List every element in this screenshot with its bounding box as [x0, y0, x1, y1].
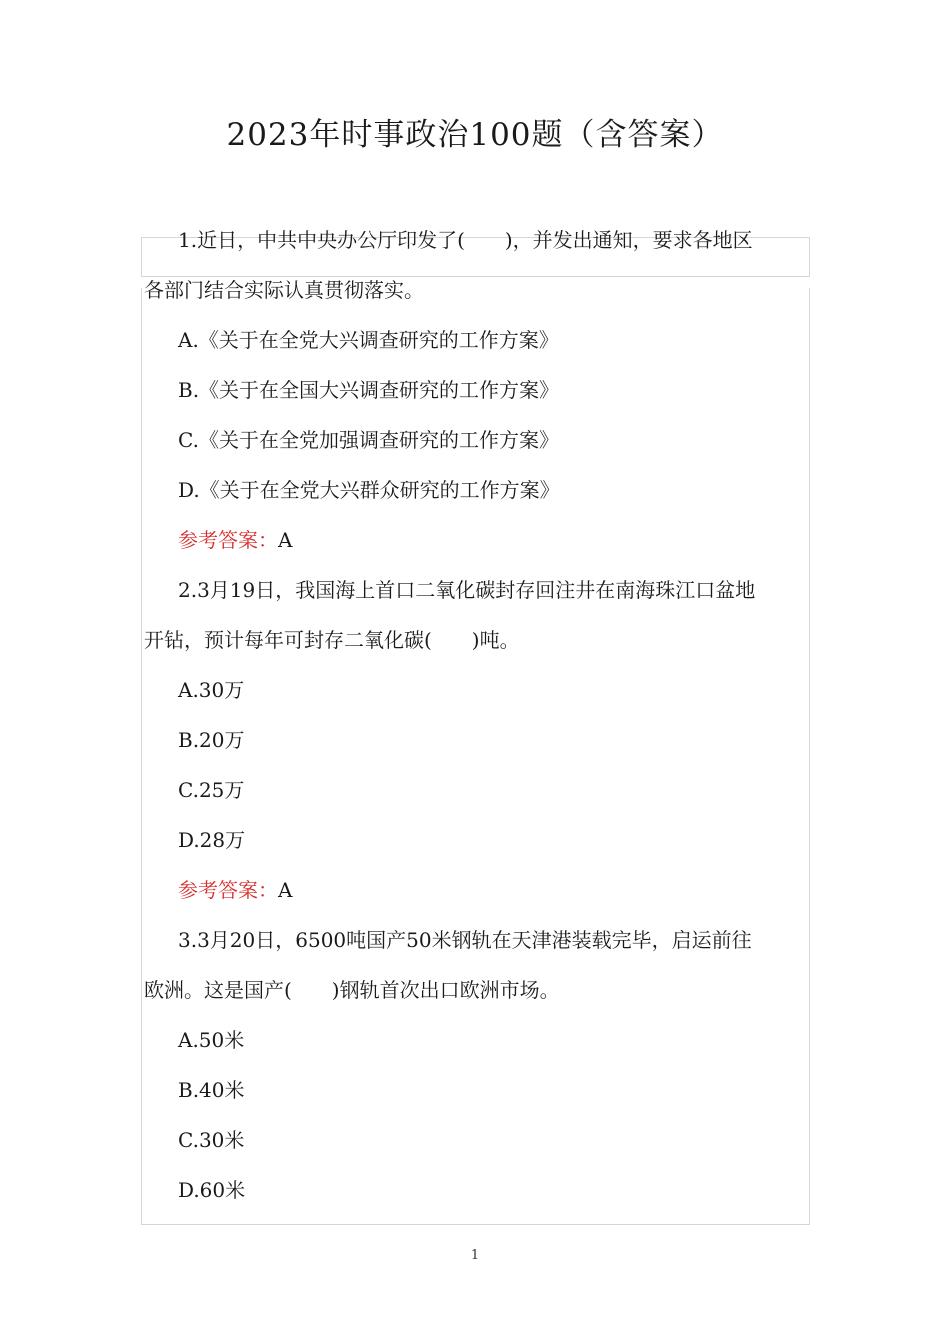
option-c: C.《关于在全党加强调查研究的工作方案》 — [178, 428, 559, 452]
answer-label: 参考答案： — [178, 878, 278, 902]
reference-answer — [144, 865, 806, 915]
question-list — [144, 215, 806, 1215]
option-a: A.30万 — [178, 678, 245, 702]
option-d: D.《关于在全党大兴群众研究的工作方案》 — [178, 478, 560, 502]
option-a: A.50米 — [178, 1028, 245, 1052]
option-b: B.40米 — [178, 1078, 245, 1102]
question-stem-continued: 欧洲。这是国产( )钢轨首次出口欧洲市场。 — [144, 978, 560, 1002]
option-b: B.20万 — [178, 728, 245, 752]
question-stem: 3.3月20日，6500吨国产50米钢轨在天津港装载完毕，启运前往 — [178, 928, 752, 952]
reference-answer — [144, 515, 806, 565]
answer-value: A — [278, 878, 293, 902]
question-stem: 2.3月19日，我国海上首口二氧化碳封存回注井在南海珠江口盆地 — [178, 578, 756, 602]
answer-label: 参考答案： — [178, 528, 278, 552]
option-d: D.60米 — [178, 1178, 246, 1202]
question-2 — [144, 565, 806, 915]
question-stem-continued: 开钻，预计每年可封存二氧化碳( )吨。 — [144, 628, 520, 652]
option-a: A.《关于在全党大兴调查研究的工作方案》 — [178, 328, 559, 352]
question-stem-continued: 各部门结合实际认真贯彻落实。 — [144, 278, 424, 302]
question-3 — [144, 915, 806, 1215]
option-c: C.30米 — [178, 1128, 245, 1152]
answer-value: A — [278, 528, 293, 552]
question-stem: 1.近日，中共中央办公厅印发了( )，并发出通知，要求各地区 — [178, 228, 753, 252]
page-number: 1 — [470, 1248, 480, 1263]
option-d: D.28万 — [178, 828, 246, 852]
document-title: 2023年时事政治100题（含答案） — [226, 117, 724, 153]
question-1 — [144, 215, 806, 565]
option-c: C.25万 — [178, 778, 245, 802]
option-b: B.《关于在全国大兴调查研究的工作方案》 — [178, 378, 560, 402]
